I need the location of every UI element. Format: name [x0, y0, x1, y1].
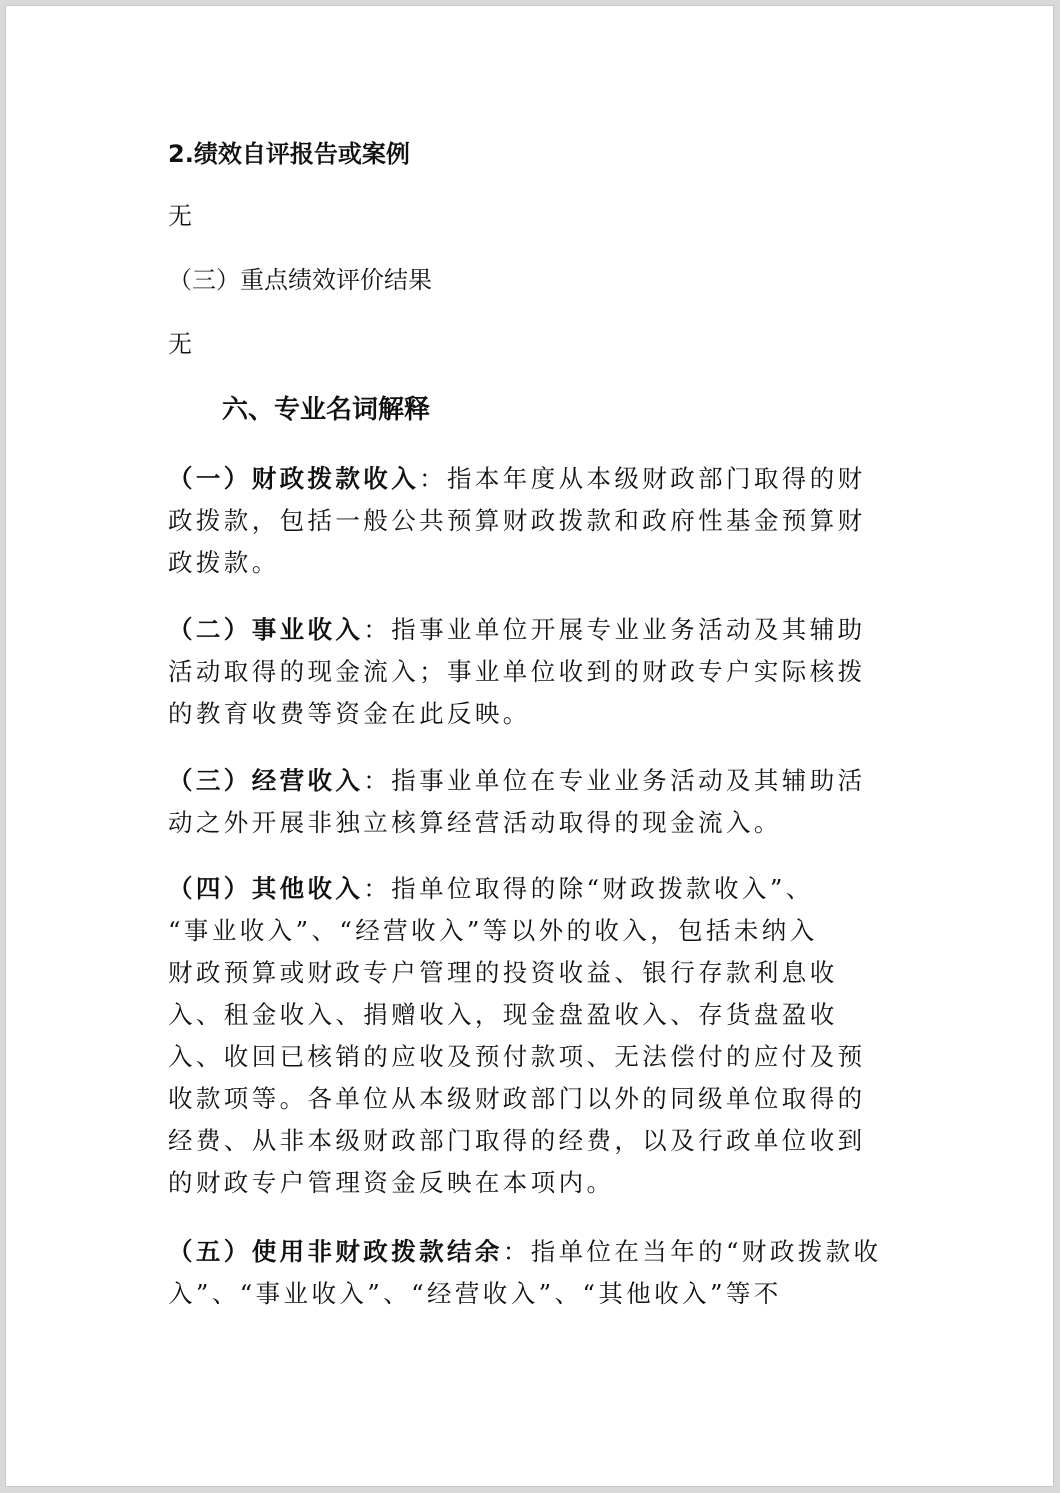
entry-line: ：指单位取得的除“财政拨款收入”、: [363, 874, 814, 903]
entry-line: 经费、从非本级财政部门取得的经费，以及行政单位收到: [168, 1126, 866, 1155]
entry-line: ：指事业单位开展专业业务活动及其辅助: [363, 615, 866, 644]
entry-term: （一）财政拨款收入: [168, 464, 420, 493]
entry-line: “事业收入”、“经营收入”等以外的收入，包括未纳入: [168, 916, 818, 945]
entry-operating-income: [168, 760, 866, 844]
document-page: [5, 5, 1054, 1487]
entry-business-income: [168, 609, 866, 735]
entry-line: ：指单位在当年的“财政拨款收: [502, 1237, 882, 1266]
entry-line: 入、租金收入、捐赠收入，现金盘盈收入、存货盘盈收: [168, 1000, 838, 1029]
section-heading-3: （三）重点绩效评价结果: [168, 266, 432, 294]
entry-line: ：指本年度从本级财政部门取得的财: [419, 464, 866, 493]
entry-line: 政拨款，包括一般公共预算财政拨款和政府性基金预算财: [168, 506, 866, 535]
entry-line: ：指事业单位在专业业务活动及其辅助活: [363, 766, 866, 795]
entry-line: 的财政专户管理资金反映在本项内。: [168, 1168, 615, 1197]
entry-line: 动之外开展非独立核算经营活动取得的现金流入。: [168, 808, 782, 837]
none-text-2: 无: [168, 330, 192, 358]
entry-line: 活动取得的现金流入；事业单位收到的财政专户实际核拨: [168, 657, 866, 686]
entry-term: （五）使用非财政拨款结余: [168, 1237, 503, 1266]
entry-other-income: [168, 868, 866, 1204]
none-text-1: 无: [168, 202, 192, 230]
entry-fiscal-appropriation: [168, 458, 866, 584]
entry-line: 财政预算或财政专户管理的投资收益、银行存款利息收: [168, 958, 838, 987]
entry-line: 入、收回已核销的应收及预付款项、无法偿付的应付及预: [168, 1042, 866, 1071]
entry-line: 入”、“事业收入”、“经营收入”、“其他收入”等不: [168, 1279, 782, 1308]
entry-line: 收款项等。各单位从本级财政部门以外的同级单位取得的: [168, 1084, 866, 1113]
entry-term: （二）事业收入: [168, 615, 364, 644]
main-heading: 六、专业名词解释: [222, 395, 431, 425]
entry-line: 政拨款。: [168, 548, 280, 577]
entry-term: （四）其他收入: [168, 874, 364, 903]
entry-term: （三）经营收入: [168, 766, 364, 795]
entry-non-fiscal-balance: [168, 1231, 881, 1315]
entry-line: 的教育收费等资金在此反映。: [168, 699, 531, 728]
sub-heading: 2.绩效自评报告或案例: [168, 140, 410, 168]
